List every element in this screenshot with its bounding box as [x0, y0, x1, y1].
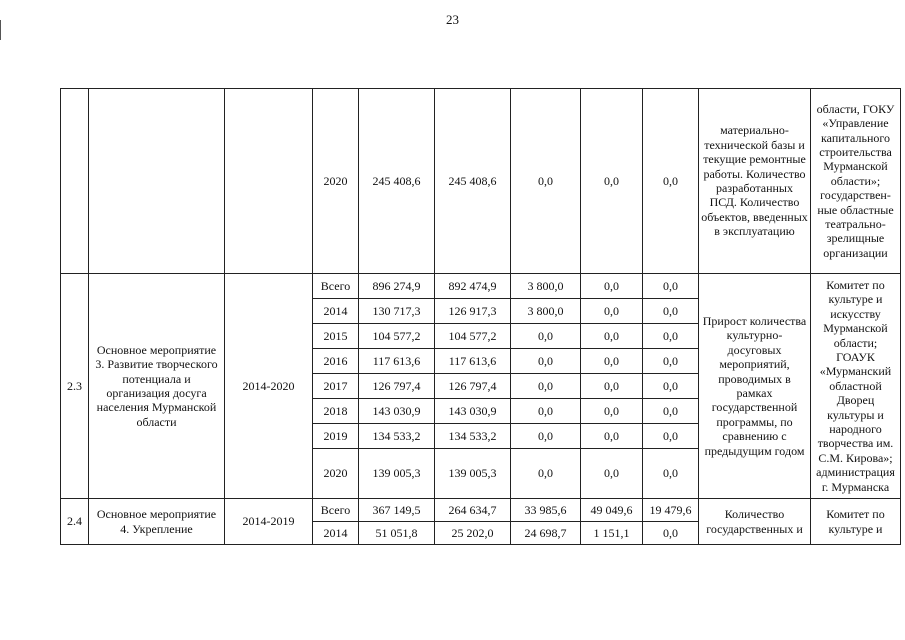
value-cell: 896 274,9 [359, 274, 435, 299]
row-number-cell: 2.3 [61, 274, 89, 499]
value-cell: 264 634,7 [435, 499, 511, 522]
year-cell: 2020 [313, 449, 359, 499]
value-cell: 0,0 [511, 374, 581, 399]
value-cell: 51 051,8 [359, 522, 435, 545]
value-cell: 0,0 [643, 274, 699, 299]
value-cell: 134 533,2 [359, 424, 435, 449]
value-cell: 3 800,0 [511, 299, 581, 324]
program-table [60, 88, 901, 545]
executor-cell: области, ГОКУ «Управление капитального строительства Мурманской области»; государствен-ные областные театрально-зрелищные организации [811, 89, 901, 274]
value-cell: 0,0 [581, 299, 643, 324]
year-cell: 2014 [313, 299, 359, 324]
activity-name-cell [89, 89, 225, 274]
value-cell: 0,0 [511, 349, 581, 374]
year-cell: Всего [313, 499, 359, 522]
value-cell: 3 800,0 [511, 274, 581, 299]
value-cell: 143 030,9 [435, 399, 511, 424]
value-cell: 0,0 [581, 89, 643, 274]
value-cell: 104 577,2 [359, 324, 435, 349]
value-cell: 0,0 [643, 399, 699, 424]
table-row [61, 89, 901, 274]
value-cell: 0,0 [643, 299, 699, 324]
value-cell: 0,0 [581, 399, 643, 424]
value-cell: 245 408,6 [359, 89, 435, 274]
value-cell: 0,0 [581, 324, 643, 349]
value-cell: 0,0 [581, 274, 643, 299]
period-cell: 2014-2019 [225, 499, 313, 545]
value-cell: 126 917,3 [435, 299, 511, 324]
value-cell: 1 151,1 [581, 522, 643, 545]
year-cell: 2020 [313, 89, 359, 274]
year-cell: 2015 [313, 324, 359, 349]
value-cell: 126 797,4 [435, 374, 511, 399]
value-cell: 245 408,6 [435, 89, 511, 274]
value-cell: 0,0 [643, 89, 699, 274]
value-cell: 0,0 [511, 324, 581, 349]
year-cell: 2017 [313, 374, 359, 399]
activity-name-cell: Основное мероприятие 4. Укрепление [89, 499, 225, 545]
value-cell: 0,0 [581, 349, 643, 374]
value-cell: 49 049,6 [581, 499, 643, 522]
value-cell: 0,0 [511, 89, 581, 274]
value-cell: 0,0 [581, 374, 643, 399]
indicator-cell: Прирост количества культурно-досуговых мероприятий, проводимых в рамках государственной программы, по сравнению с предыдущим годом [699, 274, 811, 499]
value-cell: 117 613,6 [435, 349, 511, 374]
value-cell: 126 797,4 [359, 374, 435, 399]
value-cell: 0,0 [643, 349, 699, 374]
indicator-cell: Количество государственных и [699, 499, 811, 545]
year-cell: 2014 [313, 522, 359, 545]
value-cell: 130 717,3 [359, 299, 435, 324]
value-cell: 0,0 [643, 374, 699, 399]
value-cell: 0,0 [643, 522, 699, 545]
value-cell: 33 985,6 [511, 499, 581, 522]
year-cell: 2019 [313, 424, 359, 449]
value-cell: 139 005,3 [435, 449, 511, 499]
value-cell: 0,0 [643, 424, 699, 449]
value-cell: 117 613,6 [359, 349, 435, 374]
row-number-cell: 2.4 [61, 499, 89, 545]
value-cell: 0,0 [511, 399, 581, 424]
page-edge-mark [0, 20, 1, 40]
value-cell: 25 202,0 [435, 522, 511, 545]
value-cell: 0,0 [511, 424, 581, 449]
value-cell: 19 479,6 [643, 499, 699, 522]
value-cell: 24 698,7 [511, 522, 581, 545]
value-cell: 0,0 [643, 324, 699, 349]
value-cell: 104 577,2 [435, 324, 511, 349]
value-cell: 367 149,5 [359, 499, 435, 522]
row-number-cell [61, 89, 89, 274]
period-cell [225, 89, 313, 274]
executor-cell: Комитет по культуре и [811, 499, 901, 545]
activity-name-cell: Основное мероприятие 3. Развитие творческого потенциала и организация досуга населения Мурманской области [89, 274, 225, 499]
value-cell: 139 005,3 [359, 449, 435, 499]
executor-cell: Комитет по культуре и искусству Мурманской области; ГОАУК «Мурманский областной Дворец культуры и народного творчества им. С.М. Кирова»; администрация г. Мурманска [811, 274, 901, 499]
year-cell: 2018 [313, 399, 359, 424]
value-cell: 134 533,2 [435, 424, 511, 449]
page-number: 23 [446, 12, 459, 27]
year-cell: Всего [313, 274, 359, 299]
value-cell: 0,0 [511, 449, 581, 499]
value-cell: 0,0 [581, 449, 643, 499]
value-cell: 0,0 [643, 449, 699, 499]
year-cell: 2016 [313, 349, 359, 374]
table-row [61, 274, 901, 299]
value-cell: 143 030,9 [359, 399, 435, 424]
value-cell: 0,0 [581, 424, 643, 449]
table-row [61, 499, 901, 522]
indicator-cell: материально-технической базы и текущие ремонтные работы. Количество разработанных ПСД. Количество объектов, введенных в эксплуатацию [699, 89, 811, 274]
period-cell: 2014-2020 [225, 274, 313, 499]
value-cell: 892 474,9 [435, 274, 511, 299]
